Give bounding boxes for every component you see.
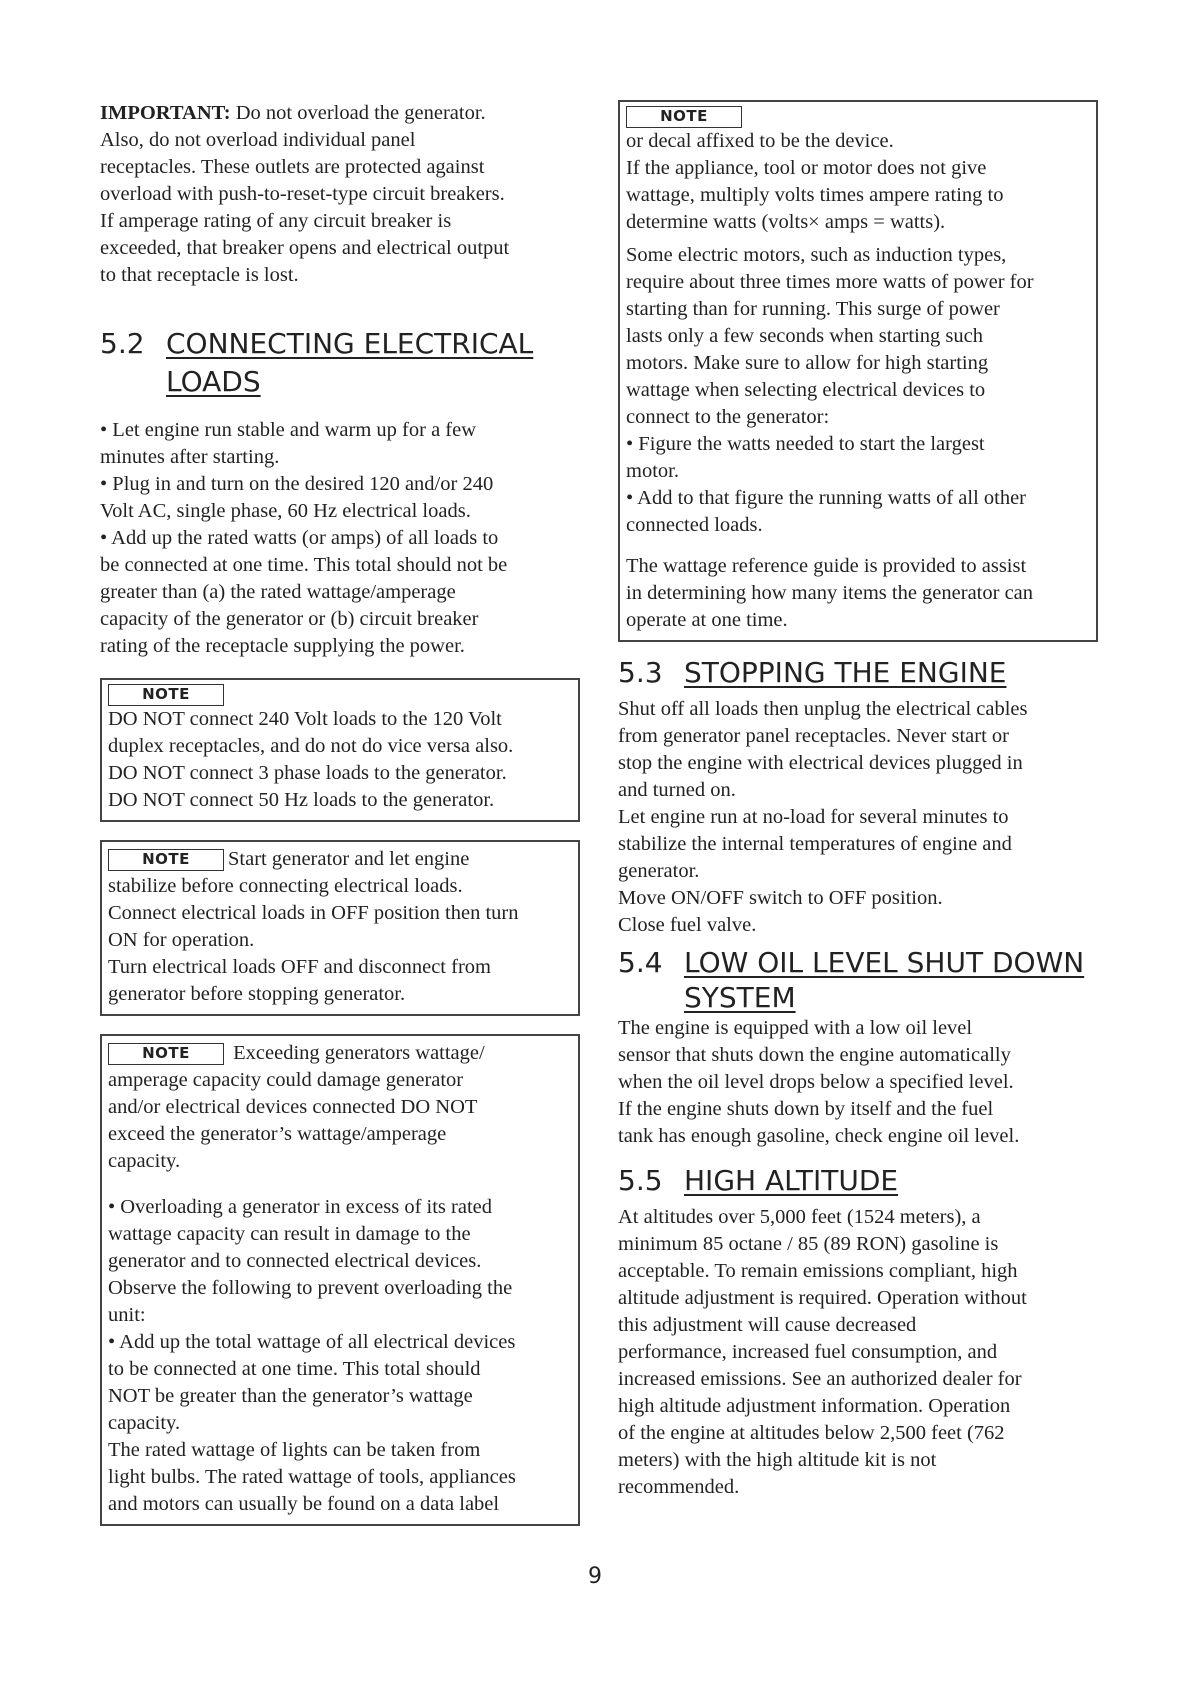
note-line: NOTE Exceeding generators wattage/: [108, 1040, 572, 1067]
note-line: operate at one time.: [626, 609, 788, 631]
note-line: NOTE Start generator and let engine: [108, 846, 572, 873]
note-box-wattage: [618, 100, 1098, 642]
section-title: HIGH ALTITUDE: [684, 1164, 899, 1197]
text-line: The engine is equipped with a low oil level: [618, 1017, 973, 1039]
text-line: meters) with the high altitude kit is not: [618, 1449, 937, 1471]
text-line: Close fuel valve.: [618, 914, 757, 936]
note-line: DO NOT connect 50 Hz loads to the generator.: [108, 789, 495, 811]
section-5-2-heading: [100, 325, 580, 401]
section-title: STOPPING THE ENGINE: [684, 656, 1007, 689]
section-title-cont: LOADS: [166, 365, 261, 398]
text-line: when the oil level drops below a specified level.: [618, 1071, 1014, 1093]
note-line: generator before stopping generator.: [108, 983, 406, 1005]
text-line: Move ON/OFF switch to OFF position.: [618, 887, 943, 909]
note-line: determine watts (volts× amps = watts).: [626, 211, 946, 233]
text-line: altitude adjustment is required. Operation without: [618, 1287, 1027, 1309]
text-line: this adjustment will cause decreased: [618, 1314, 917, 1336]
text-line: from generator panel receptacles. Never start or: [618, 725, 1010, 747]
important-line: Also, do not overload individual panel: [100, 129, 416, 151]
note-line: to be connected at one time. This total should: [108, 1358, 481, 1380]
important-paragraph: [100, 100, 580, 289]
note-line: require about three times more watts of power for: [626, 271, 1034, 293]
text-line: minimum 85 octane / 85 (89 RON) gasoline is: [618, 1233, 999, 1255]
section-title: LOW OIL LEVEL SHUT DOWN: [684, 946, 1085, 979]
note-line: If the appliance, tool or motor does not give: [626, 157, 987, 179]
section-5-4-heading: [618, 945, 1098, 1015]
note-label: NOTE: [626, 106, 742, 128]
text-line: • Let engine run stable and warm up for a few: [100, 419, 477, 441]
note-line: connected loads.: [626, 514, 763, 536]
section-number: 5.2: [100, 327, 145, 360]
note-line: • Add to that figure the running watts of all other: [626, 487, 1027, 509]
note-line: Turn electrical loads OFF and disconnect from: [108, 956, 491, 978]
important-line: to that receptacle is lost.: [100, 264, 299, 286]
note-line: in determining how many items the generator can: [626, 582, 1034, 604]
important-line: IMPORTANT: Do not overload the generator.: [100, 102, 486, 124]
text-line: • Plug in and turn on the desired 120 and/or 240: [100, 473, 494, 495]
note-line: • Overloading a generator in excess of its rated: [108, 1196, 493, 1218]
note-line: amperage capacity could damage generator: [108, 1069, 464, 1091]
note-line: and motors can usually be found on a data label: [108, 1493, 500, 1515]
text-line: rating of the receptacle supplying the power.: [100, 635, 465, 657]
text-line: acceptable. To remain emissions compliant, high: [618, 1260, 1018, 1282]
note-line: Observe the following to prevent overloading the: [108, 1277, 513, 1299]
note-line: The wattage reference guide is provided to assist: [626, 555, 1027, 577]
section-number: 5.5: [618, 1164, 663, 1197]
text-line: Let engine run at no-load for several minutes to: [618, 806, 1009, 828]
text-line: performance, increased fuel consumption, and: [618, 1341, 998, 1363]
note-line: or decal affixed to be the device.: [626, 130, 894, 152]
note-line: light bulbs. The rated wattage of tools, appliances: [108, 1466, 516, 1488]
note-line: exceed the generator’s wattage/amperage: [108, 1123, 447, 1145]
note-line: • Figure the watts needed to start the largest: [626, 433, 985, 455]
left-column: [100, 100, 580, 1526]
text-line: capacity of the generator or (b) circuit breaker: [100, 608, 479, 630]
section-number: 5.3: [618, 656, 663, 689]
text-line: increased emissions. See an authorized dealer for: [618, 1368, 1022, 1390]
note-line: lasts only a few seconds when starting such: [626, 325, 983, 347]
text-line: stop the engine with electrical devices plugged in: [618, 752, 1023, 774]
note-line: motor.: [626, 460, 679, 482]
note-label: NOTE: [108, 684, 224, 706]
note-box-start: [100, 840, 580, 1016]
text-line: of the engine at altitudes below 2,500 feet (762: [618, 1422, 1005, 1444]
page-number: 9: [588, 1564, 602, 1589]
note-line: duplex receptacles, and do not do vice versa also.: [108, 735, 514, 757]
important-label: IMPORTANT:: [100, 102, 231, 124]
text-line: Shut off all loads then unplug the electrical cables: [618, 698, 1028, 720]
note-line: • Add up the total wattage of all electrical devices: [108, 1331, 516, 1353]
note-line: DO NOT connect 3 phase loads to the generator.: [108, 762, 507, 784]
text-line: minutes after starting.: [100, 446, 280, 468]
note-line: wattage, multiply volts times ampere rating to: [626, 184, 1004, 206]
note-line: wattage capacity can result in damage to the: [108, 1223, 471, 1245]
note-line: generator and to connected electrical devices.: [108, 1250, 482, 1272]
connecting-loads-text: [100, 417, 580, 660]
important-line: If amperage rating of any circuit breaker is: [100, 210, 452, 232]
important-line: receptacles. These outlets are protected against: [100, 156, 485, 178]
text-line: At altitudes over 5,000 feet (1524 meters), a: [618, 1206, 981, 1228]
section-number: 5.4: [618, 946, 663, 979]
note-line: capacity.: [108, 1150, 181, 1172]
note-line: NOT be greater than the generator’s wattage: [108, 1385, 473, 1407]
text-line: high altitude adjustment information. Operation: [618, 1395, 1011, 1417]
text-line: stabilize the internal temperatures of engine and: [618, 833, 1012, 855]
note-line: Connect electrical loads in OFF position then turn: [108, 902, 519, 924]
text-line: greater than (a) the rated wattage/amperage: [100, 581, 456, 603]
text-line: recommended.: [618, 1476, 740, 1498]
note-line: and/or electrical devices connected DO NOT: [108, 1096, 478, 1118]
text-line: If the engine shuts down by itself and the fuel: [618, 1098, 994, 1120]
text-line: be connected at one time. This total should not be: [100, 554, 508, 576]
section-title: CONNECTING ELECTRICAL: [166, 327, 534, 360]
note-box-overload: [100, 1034, 580, 1526]
note-line: stabilize before connecting electrical loads.: [108, 875, 463, 897]
low-oil-text: [618, 1015, 1098, 1150]
section-title-cont: SYSTEM: [684, 981, 796, 1014]
high-altitude-text: [618, 1204, 1098, 1501]
important-line: exceeded, that breaker opens and electrical output: [100, 237, 510, 259]
section-5-5-heading: [618, 1162, 1098, 1200]
text-line: and turned on.: [618, 779, 736, 801]
note-line: motors. Make sure to allow for high starting: [626, 352, 989, 374]
section-5-3-heading: [618, 654, 1098, 692]
note-line: capacity.: [108, 1412, 181, 1434]
right-column: [618, 100, 1098, 1501]
note-label: NOTE: [108, 849, 224, 871]
important-line: overload with push-to-reset-type circuit breakers.: [100, 183, 505, 205]
text-line: generator.: [618, 860, 700, 882]
note-line: The rated wattage of lights can be taken from: [108, 1439, 481, 1461]
note-line: Some electric motors, such as induction types,: [626, 244, 1007, 266]
note-label: NOTE: [108, 1043, 224, 1065]
stopping-engine-text: [618, 696, 1098, 939]
text-line: sensor that shuts down the engine automatically: [618, 1044, 1011, 1066]
text-line: • Add up the rated watts (or amps) of all loads to: [100, 527, 499, 549]
text-line: tank has enough gasoline, check engine oil level.: [618, 1125, 1020, 1147]
note-line: connect to the generator:: [626, 406, 830, 428]
note-line: starting than for running. This surge of power: [626, 298, 1000, 320]
note-line: DO NOT connect 240 Volt loads to the 120 Volt: [108, 708, 502, 730]
note-line: ON for operation.: [108, 929, 255, 951]
note-line: wattage when selecting electrical devices to: [626, 379, 986, 401]
note-line: unit:: [108, 1304, 146, 1326]
note-box-voltage: [100, 678, 580, 822]
text-line: Volt AC, single phase, 60 Hz electrical loads.: [100, 500, 471, 522]
